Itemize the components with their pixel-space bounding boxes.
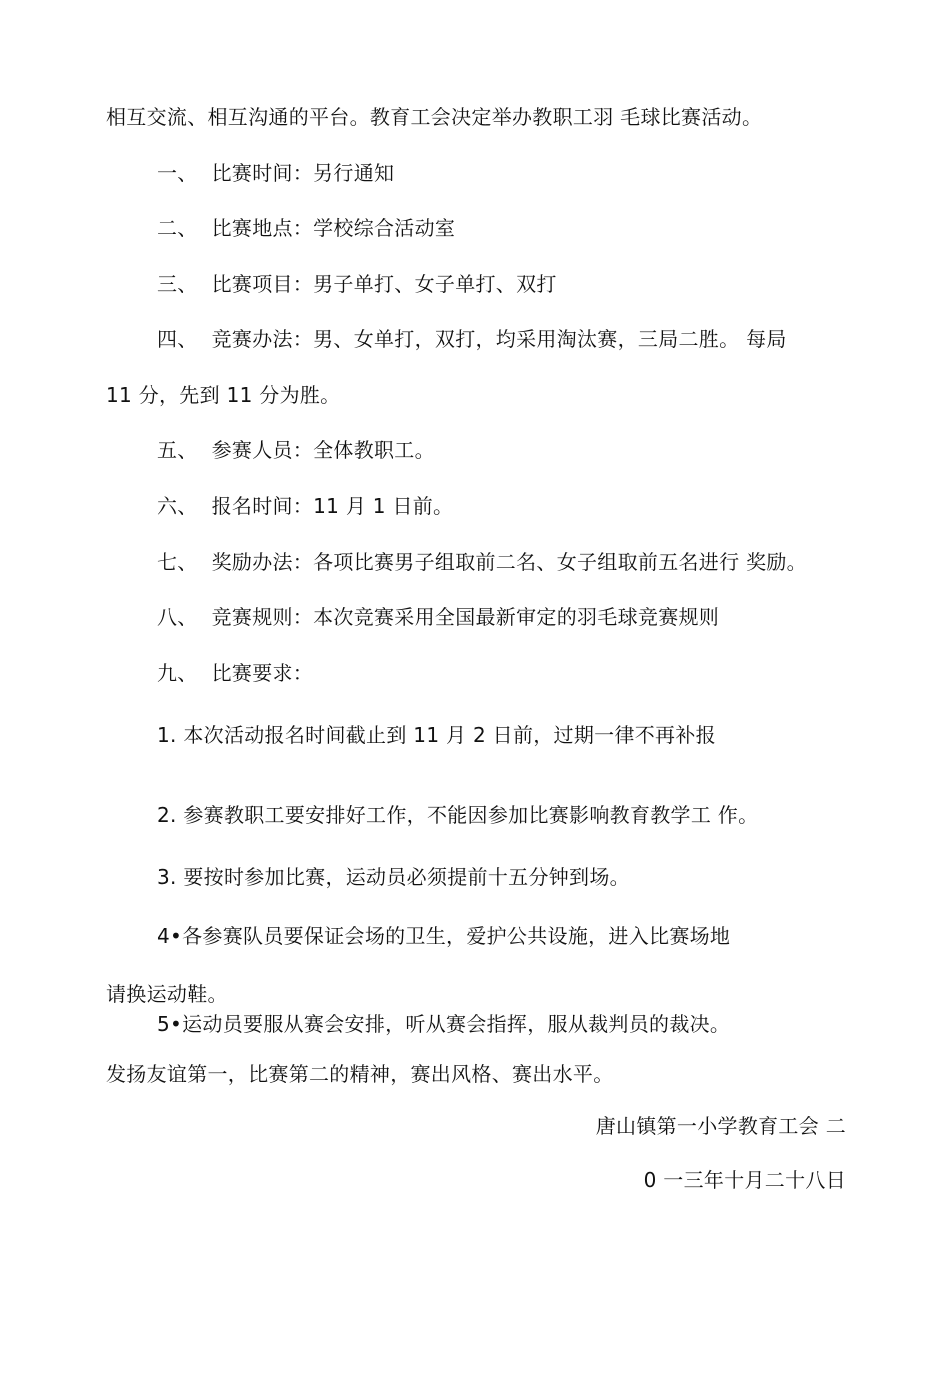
signature-organization: 唐山镇第一小学教育工会 二: [595, 1114, 846, 1138]
item-1: [157, 159, 394, 187]
item-number: 六、: [157, 494, 198, 518]
item-4-continuation: 11 分，先到 11 分为胜。: [106, 383, 341, 407]
item-text: 竞赛规则：本次竞赛采用全国最新审定的羽毛球竞赛规则: [211, 605, 720, 629]
item-text: 比赛地点：学校综合活动室: [211, 216, 456, 240]
requirement-3: 3. 要按时参加比赛，运动员必须提前十五分钟到场。: [157, 865, 630, 889]
item-7: [157, 548, 807, 576]
item-6: [157, 492, 453, 520]
signature-date: 0 一三年十月二十八日: [643, 1168, 846, 1192]
requirement-4: 4•各参赛队员要保证会场的卫生，爱护公共设施，进入比赛场地: [157, 924, 731, 948]
item-text: 比赛时间：另行通知: [211, 161, 395, 185]
item-number: 三、: [157, 272, 198, 296]
item-2: [157, 214, 455, 242]
item-number: 四、: [157, 327, 198, 351]
item-text: 竞赛办法：男、女单打，双打，均采用淘汰赛，三局二胜。 每局: [211, 327, 787, 351]
closing-sentence: 发扬友谊第一，比赛第二的精神，赛出风格、赛出水平。: [106, 1062, 614, 1086]
item-text: 报名时间：11 月 1 日前。: [211, 494, 454, 518]
item-4: [157, 325, 787, 353]
item-8: [157, 603, 719, 631]
requirement-2: 2. 参赛教职工要安排好工作，不能因参加比赛影响教育教学工 作。: [157, 803, 759, 827]
item-5: [157, 436, 435, 464]
item-number: 九、: [157, 661, 198, 685]
item-number: 一、: [157, 161, 198, 185]
item-9: [157, 659, 313, 687]
requirement-5: 5•运动员要服从赛会安排，听从赛会指挥，服从裁判员的裁决。: [157, 1012, 731, 1036]
item-text: 比赛项目：男子单打、女子单打、双打: [211, 272, 557, 296]
item-text: 参赛人员：全体教职工。: [211, 438, 435, 462]
item-number: 五、: [157, 438, 198, 462]
item-text: 奖励办法：各项比赛男子组取前二名、女子组取前五名进行 奖励。: [211, 550, 807, 574]
item-3: [157, 270, 557, 298]
item-text: 比赛要求：: [211, 661, 314, 685]
requirement-1: 1. 本次活动报名时间截止到 11 月 2 日前，过期一律不再补报: [157, 723, 716, 747]
intro-paragraph-tail: 相互交流、相互沟通的平台。教育工会决定举办教职工羽 毛球比赛活动。: [106, 105, 763, 129]
item-number: 七、: [157, 550, 198, 574]
item-number: 二、: [157, 216, 198, 240]
item-number: 八、: [157, 605, 198, 629]
requirement-4-continuation: 请换运动鞋。: [106, 982, 228, 1006]
